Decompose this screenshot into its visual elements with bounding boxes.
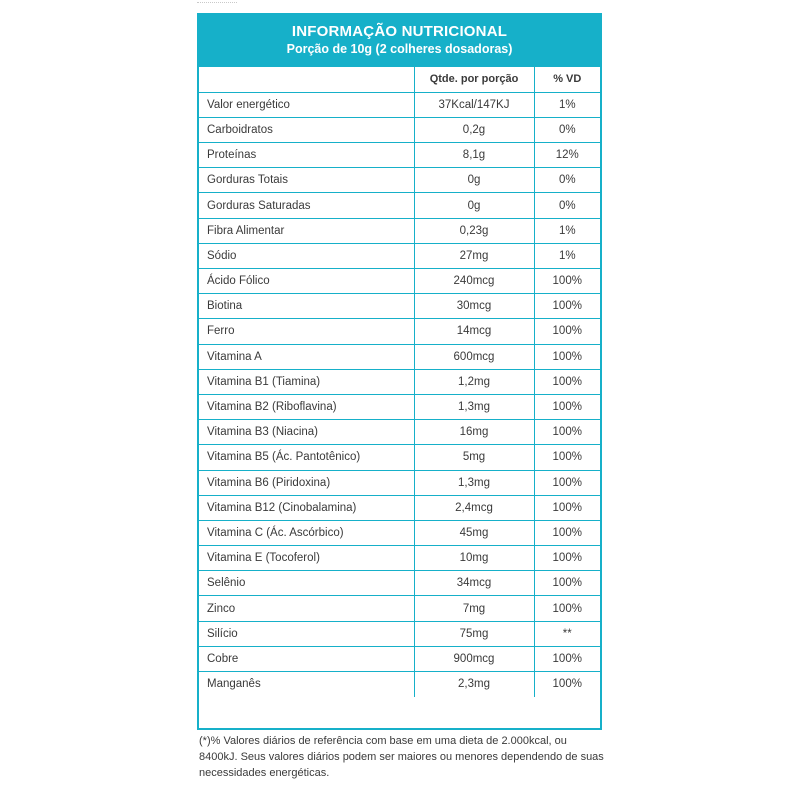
nutrient-name: Vitamina B1 (Tiamina) [199, 369, 414, 394]
nutrient-quantity: 2,3mg [414, 672, 534, 697]
nutrient-name: Vitamina B3 (Niacina) [199, 420, 414, 445]
table-row [199, 319, 600, 344]
nutrient-name: Zinco [199, 596, 414, 621]
nutrient-daily-value: 1% [534, 92, 600, 117]
table-row [199, 344, 600, 369]
nutrient-daily-value: 100% [534, 596, 600, 621]
table-row [199, 571, 600, 596]
table-row [199, 394, 600, 419]
table-row [199, 218, 600, 243]
column-header-daily-value: % VD [534, 67, 600, 92]
table-row [199, 596, 600, 621]
nutrient-name: Gorduras Saturadas [199, 193, 414, 218]
nutrient-name: Carboidratos [199, 117, 414, 142]
nutrient-quantity: 45mg [414, 520, 534, 545]
nutrient-quantity: 34mcg [414, 571, 534, 596]
nutrient-daily-value: 100% [534, 495, 600, 520]
nutrient-name: Ferro [199, 319, 414, 344]
nutrient-quantity: 0,23g [414, 218, 534, 243]
nutrient-quantity: 1,3mg [414, 394, 534, 419]
table-row [199, 672, 600, 697]
nutrient-daily-value: 100% [534, 646, 600, 671]
nutrient-quantity: 37Kcal/147KJ [414, 92, 534, 117]
nutrient-daily-value: 100% [534, 470, 600, 495]
nutrient-name: Vitamina B5 (Ác. Pantotênico) [199, 445, 414, 470]
table-row [199, 445, 600, 470]
nutrient-quantity: 75mg [414, 621, 534, 646]
nutrient-name: Silício [199, 621, 414, 646]
nutrient-quantity: 7mg [414, 596, 534, 621]
nutrient-daily-value: 100% [534, 394, 600, 419]
nutrient-quantity: 1,3mg [414, 470, 534, 495]
nutrient-daily-value: 12% [534, 143, 600, 168]
table-row [199, 193, 600, 218]
table-row [199, 117, 600, 142]
nutrient-daily-value: 100% [534, 420, 600, 445]
nutrient-name: Vitamina B6 (Piridoxina) [199, 470, 414, 495]
nutrient-daily-value: 100% [534, 520, 600, 545]
nutrient-daily-value: 0% [534, 193, 600, 218]
nutrient-quantity: 27mg [414, 243, 534, 268]
nutrient-daily-value: 100% [534, 571, 600, 596]
nutrient-name: Cobre [199, 646, 414, 671]
footnote: (*)% Valores diários de referência com base em uma dieta de 2.000kcal, ou 8400kJ. Seus valores diários podem ser maiores ou menores dependendo de suas necessidades energéticas. [199, 735, 604, 779]
nutrient-quantity: 0g [414, 168, 534, 193]
nutrient-quantity: 16mg [414, 420, 534, 445]
table-row [199, 546, 600, 571]
nutrition-label [197, 13, 602, 730]
nutrient-quantity: 5mg [414, 445, 534, 470]
table-row [199, 294, 600, 319]
nutrient-daily-value: 100% [534, 369, 600, 394]
table-row [199, 621, 600, 646]
nutrient-quantity: 0,2g [414, 117, 534, 142]
table-row [199, 646, 600, 671]
serving-size: Porção de 10g (2 colheres dosadoras) [286, 42, 513, 56]
nutrient-quantity: 2,4mcg [414, 495, 534, 520]
nutrient-quantity: 10mg [414, 546, 534, 571]
nutrient-quantity: 30mcg [414, 294, 534, 319]
table-row [199, 168, 600, 193]
nutrient-name: Vitamina C (Ác. Ascórbico) [199, 520, 414, 545]
nutrient-quantity: 900mcg [414, 646, 534, 671]
table-body [199, 92, 600, 697]
table-header-row [199, 67, 600, 92]
nutrient-daily-value: 0% [534, 117, 600, 142]
nutrient-daily-value: 1% [534, 218, 600, 243]
nutrient-daily-value: 100% [534, 269, 600, 294]
table-row [199, 269, 600, 294]
table-row [199, 520, 600, 545]
nutrient-name: Vitamina A [199, 344, 414, 369]
table-row [199, 470, 600, 495]
nutrient-daily-value: 100% [534, 546, 600, 571]
table-row [199, 495, 600, 520]
label-header [199, 15, 600, 67]
nutrient-name: Gorduras Totais [199, 168, 414, 193]
nutrient-name: Valor energético [199, 92, 414, 117]
table-row [199, 143, 600, 168]
nutrient-name: Ácido Fólico [199, 269, 414, 294]
nutrient-daily-value: 100% [534, 344, 600, 369]
nutrient-name: Sódio [199, 243, 414, 268]
nutrient-quantity: 1,2mg [414, 369, 534, 394]
nutrient-daily-value: 100% [534, 445, 600, 470]
nutrient-name: Vitamina B12 (Cinobalamina) [199, 495, 414, 520]
column-header-nutrient [199, 67, 414, 92]
nutrient-daily-value: 0% [534, 168, 600, 193]
table-row [199, 92, 600, 117]
nutrient-quantity: 8,1g [414, 143, 534, 168]
nutrient-quantity: 0g [414, 193, 534, 218]
nutrient-name: Proteínas [199, 143, 414, 168]
nutrient-daily-value: 100% [534, 294, 600, 319]
nutrient-quantity: 240mcg [414, 269, 534, 294]
corner-mark [197, 2, 237, 6]
table-row [199, 420, 600, 445]
nutrient-name: Fibra Alimentar [199, 218, 414, 243]
nutrient-name: Selênio [199, 571, 414, 596]
nutrient-daily-value: ** [534, 621, 600, 646]
nutrient-daily-value: 100% [534, 672, 600, 697]
nutrition-table [199, 67, 600, 697]
nutrient-name: Biotina [199, 294, 414, 319]
nutrient-daily-value: 1% [534, 243, 600, 268]
nutrient-quantity: 600mcg [414, 344, 534, 369]
label-title: INFORMAÇÃO NUTRICIONAL [291, 23, 508, 40]
nutrient-quantity: 14mcg [414, 319, 534, 344]
nutrient-daily-value: 100% [534, 319, 600, 344]
nutrient-name: Vitamina B2 (Riboflavina) [199, 394, 414, 419]
table-row [199, 369, 600, 394]
nutrient-name: Manganês [199, 672, 414, 697]
column-header-quantity: Qtde. por porção [414, 67, 534, 92]
nutrient-name: Vitamina E (Tocoferol) [199, 546, 414, 571]
table-row [199, 243, 600, 268]
